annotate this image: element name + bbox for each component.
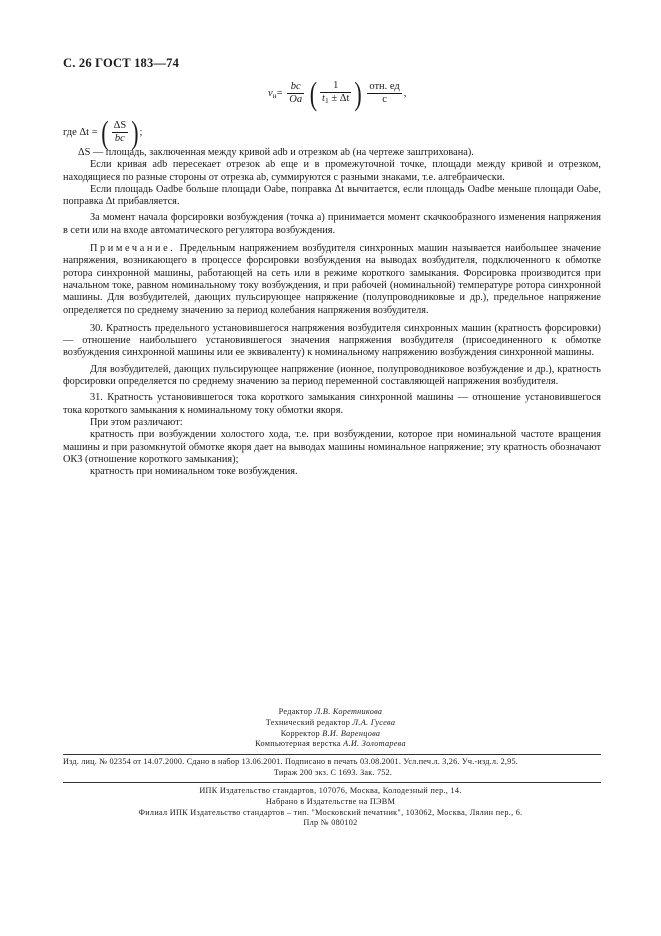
- formula-t: t: [322, 93, 325, 104]
- where-num: ΔS: [113, 120, 127, 131]
- paragraph-nominal-ratio: кратность при номинальном токе возбуждения.: [90, 466, 298, 478]
- publisher-line-2: Набрано в Издательстве на ПЭВМ: [265, 796, 396, 806]
- credit-editor: Редактор Л.В. Коретникова: [278, 707, 383, 716]
- formula-velocity: [268, 74, 407, 112]
- paragraph-note: [63, 243, 601, 317]
- divider-bottom: [63, 782, 601, 783]
- formula-units: [367, 81, 401, 106]
- formula-v: v: [268, 87, 273, 99]
- body-text-block-1: [63, 147, 601, 478]
- credit-tech-editor: Технический редактор Л.А. Гусева: [265, 717, 396, 727]
- formula-eq: =: [276, 88, 283, 99]
- formula-tail: ,: [403, 88, 407, 99]
- paragraph-item-31: 31. Кратность установившегося тока короткого замыкания синхронной машины — отношение установившегося тока короткого замыкания к номинальному току обмотки якоря.: [63, 392, 601, 416]
- where-paren-open: (: [101, 113, 109, 151]
- note-text: Предельным напряжением возбудителя синхронных машин называется наибольшее значение напряжения, возникающего в процессе форсировки возбуждения на выводах возбудителя, подключенного к обмотке ротора синхронной машины, работающей на сеть или в режиме короткого замыкания. Форсировка производится при начальном токе, равном номинальному току возбуждения, и при рабочей (номинальной) температуре ротора синхронной машины. Для возбудителей, дающих пульсирующее напряжение (полупроводниковые и др.), предельное напряжение определяется по среднему значению за период колебания напряжения возбудителя.: [63, 243, 601, 316]
- page-header: С. 26 ГОСТ 183—74: [63, 56, 180, 70]
- where-fraction: [112, 120, 129, 145]
- imprint-line-1: Изд. лиц. № 02354 от 14.07.2000. Сдано в набор 13.06.2001. Подписано в печать 03.08.2001. Усл.печ.л. 3,26. Уч.-изд.л. 2,95.: [63, 757, 518, 766]
- formula-units-num: отн. ед: [369, 81, 400, 92]
- publisher-line-3: Филиал ИПК Издательство стандартов – тип. "Московский печатник", 103062, Москва, Лялин пер., 6.: [138, 807, 523, 817]
- formula-paren-close: ): [354, 74, 362, 112]
- formula-v-sub: н: [272, 90, 277, 100]
- formula-where: [63, 113, 143, 151]
- credit-corrector: Корректор В.И. Варенцова: [280, 728, 381, 738]
- where-tail: ;: [139, 127, 143, 138]
- imprint-block: [63, 757, 603, 779]
- paragraph-distinguish: При этом различают:: [90, 416, 183, 428]
- publisher-line-4: Плр № 080102: [303, 818, 358, 828]
- divider-top: [63, 754, 601, 755]
- imprint-line-2: Тираж 200 экз. С 1693. Зак. 752.: [273, 767, 393, 777]
- paragraph-no-load-ratio: кратность при возбуждении холостого хода, т.е. при возбуждении, которое при номинальной частоте вращения машины и при разомкнутой обмотке якоря дает на выводах машины номинальное напряжение; эту кратность обозначают ОКЗ (отношение короткого замыкания);: [63, 429, 601, 465]
- credit-layout: Компьютерная верстка А.И. Золотарева: [255, 739, 406, 749]
- formula-paren-open: (: [309, 74, 318, 112]
- paragraph-pulsing-exciters: Для возбудителей, дающих пульсирующее напряжение (ионное, полупроводниковое возбуждение и др.), кратность форсировки определяется по среднему значению за период переменной составляющей напряжения возбудителя.: [63, 363, 601, 388]
- formula-fraction-num: bc: [287, 81, 304, 94]
- formula-fraction-time-num: 1: [320, 80, 351, 93]
- credits-block: [0, 707, 661, 750]
- publisher-line-1: ИПК Издательство стандартов, 107076, Москва, Колодезный пер., 14.: [199, 786, 462, 795]
- note-label: Примечание.: [90, 243, 176, 255]
- formula-fraction-time: [320, 80, 351, 107]
- where-paren-close: ): [131, 113, 139, 151]
- formula-t-sub: 1: [324, 96, 329, 105]
- formula-t-rest: ± Δt: [328, 93, 350, 104]
- paragraph-forcing-start: За момент начала форсировки возбуждения (точка a) принимается момент скачкообразного изменения напряжения в сети или на входе автоматического регулятора возбуждения.: [63, 212, 601, 236]
- paragraph-delta-s: ΔS — площадь, заключенная между кривой adb и отрезком ab (на чертеже заштрихована).: [78, 147, 474, 158]
- paragraph-curve-intersect: Если кривая adb пересекает отрезок ab еще и в промежуточной точке, площади между кривой и отрезком, находящиеся по разные стороны от отрезка ab, суммируются с разными знаками, т.е. алгебраически.: [63, 159, 601, 183]
- publisher-block: [0, 786, 661, 829]
- where-prefix: где Δt =: [63, 127, 101, 138]
- paragraph-area-correction: Если площадь Oadbe больше площади Oabe, поправка Δt вычитается, если площадь Oadbe меньше площади Oabe, поправка Δt прибавляется.: [63, 183, 601, 208]
- formula-fraction-den: Oa: [289, 94, 303, 105]
- where-den: bc: [114, 133, 125, 144]
- formula-units-den: с: [382, 94, 387, 105]
- paragraph-item-30: 30. Кратность предельного установившегося напряжения возбудителя синхронных машин (кратность форсировки) — отношение наибольшего установившегося значения напряжения возбудителя (присоединенного к обмотке возбуждения синхронной машины или ее эквиваленту) к номинальному напряжению возбуждения синхронной машины.: [63, 322, 601, 359]
- formula-fraction-bc-oa: [287, 81, 304, 106]
